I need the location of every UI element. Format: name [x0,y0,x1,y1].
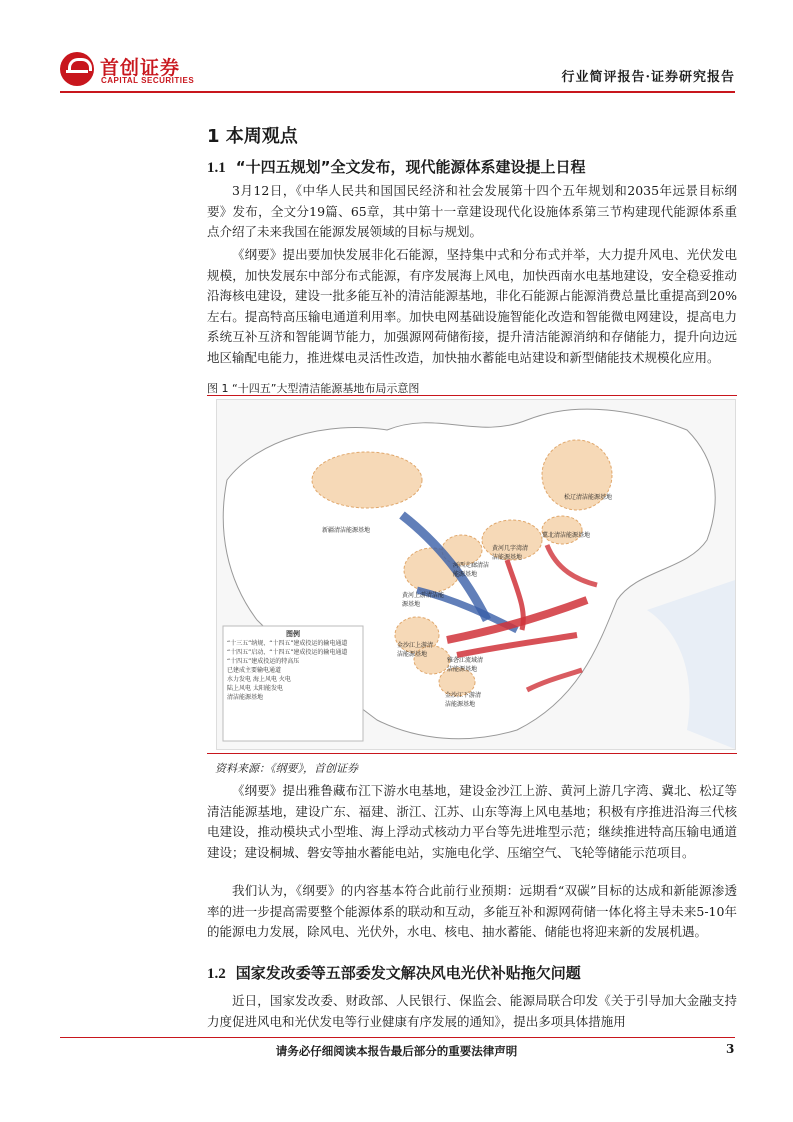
subsection-number: 1.2 [207,966,226,982]
page-number: 3 [726,1042,735,1056]
paragraph: 《纲要》提出雅鲁藏布江下游水电基地，建设金沙江上游、黄河上游几字湾、冀北、松辽等清洁能源基地，建设广东、福建、浙江、江苏、山东等海上风电基地；积极有序推进沿海三代核电建设，推动模块式小型堆、海上浮动式核动力平台等先进堆型示范；继续推进特高压输电通道建设；建设桐城、磐安等抽水蓄能电站，实施电化学、压缩空气、飞轮等储能示范项目。 [207,783,737,860]
base-xinjiang [312,452,422,508]
report-type: 行业简评报告·证券研究报告 [561,70,735,85]
map-label: 金沙江下游清洁能源基地 [445,692,482,708]
company-logo [60,52,220,88]
legend-item: “十三五”纳规、“十四五”建成投运的输电通道 [227,640,348,647]
map-label: 黄河几字湾清洁能源基地 [492,545,529,561]
legend-item: 陆上风电 [227,685,252,692]
paragraph: 我们认为，《纲要》的内容基本符合此前行业预期：远期看“双碳”目标的达成和新能源渗透率的进一步提高需要整个能源体系的联动和互动，多能互补和源网荷储一体化将主导未来5-10年的能源电力发展，除风电、光伏外，水电、核电、抽水蓄能、储能也将迎来新的发展机遇。 [207,883,737,939]
sea-area [647,580,735,749]
section-title: 1 本周观点 [207,126,298,147]
legend-item: 海上风电 [252,676,277,683]
figure-top-rule [207,395,737,396]
map-label: 冀北清洁能源基地 [542,532,591,539]
legend-item: 水力发电 [227,676,252,683]
legend-item: “十四五”启动、“十四五”建成投运的输电通道 [227,649,348,656]
paragraph: 3月12日，《中华人民共和国国民经济和社会发展第十四个五年规划和2035年远景目标纲要》发布，全文分19篇、65章，其中第十一章建设现代化设施体系第三节构建现代能源体系重点介绍了未来我国在能源发展领域的目标与规划。 [207,183,737,239]
logo-mark-icon [60,52,94,86]
map-label: 雅砻江流域清洁能源基地 [447,657,484,673]
map-label: 黄河上游清洁能源基地 [402,592,445,608]
logo-text-cn: 首创证券 [100,57,181,79]
legend [227,630,359,702]
figure-title: 图 1 “十四五”大型清洁能源基地布局示意图 [207,382,420,395]
subsection-text: “十四五规划”全文发布，现代能源体系建设提上日程 [235,158,586,176]
energy-base-map [216,399,736,750]
legend-item-row [227,684,359,693]
legend-item: 太阳能发电 [252,685,283,692]
map-label: 新疆清洁能源基地 [322,527,371,534]
map-label: 金沙江上游清洁能源基地 [397,642,434,658]
footer-divider [60,1037,735,1038]
map-label: 松辽清洁能源基地 [564,494,613,501]
logo-text-en: CAPITAL SECURITIES [101,76,195,85]
legend-item: 已建成主要输电通道 [227,667,282,674]
figure-source: 资料来源：《纲要》，首创证券 [215,762,358,775]
legend-item: 清洁能源基地 [227,694,264,701]
paragraph: 《纲要》提出要加快发展非化石能源，坚持集中式和分布式并举，大力提升风电、光伏发电规模，加快发展东中部分布式能源，有序发展海上风电，加快西南水电基地建设，安全稳妥推动沿海核电建设，建设一批多能互补的清洁能源基地，非化石能源占能源消费总量比重提高到20%左右。提高特高压输电通道利用率。加快电网基础设施智能化改造和智能微电网建设，提高电力系统互补互济和智能调节能力，加强源网荷储衔接，提升清洁能源消纳和存储能力，提升向边远地区输配电能力，推进煤电灵活性改造，加快抽水蓄能电站建设和新型储能技术规模化应用。 [207,247,737,365]
subsection-text: 国家发改委等五部委发文解决风电光伏补贴拖欠问题 [235,964,581,982]
subsection-number: 1.1 [207,160,226,176]
legend-item-row [227,675,359,684]
legend-title: 图例 [286,630,300,638]
legend-item: “十四五”建成投运的特高压 [227,658,300,665]
figure-bottom-rule [207,753,737,754]
legal-notice: 请务必仔细阅读本报告最后部分的重要法律声明 [275,1044,518,1058]
subsection-title-1-1 [207,156,585,177]
page-header [60,50,735,90]
header-divider [60,91,735,93]
map-label: 河西走廊清洁能源基地 [453,562,490,578]
legend-item: 火电 [278,676,291,683]
subsection-title-1-2 [207,962,581,983]
paragraph: 近日，国家发改委、财政部、人民银行、保监会、能源局联合印发《关于引导加大金融支持力度促进风电和光伏发电等行业健康有序发展的通知》，提出多项具体措施用 [207,993,737,1029]
